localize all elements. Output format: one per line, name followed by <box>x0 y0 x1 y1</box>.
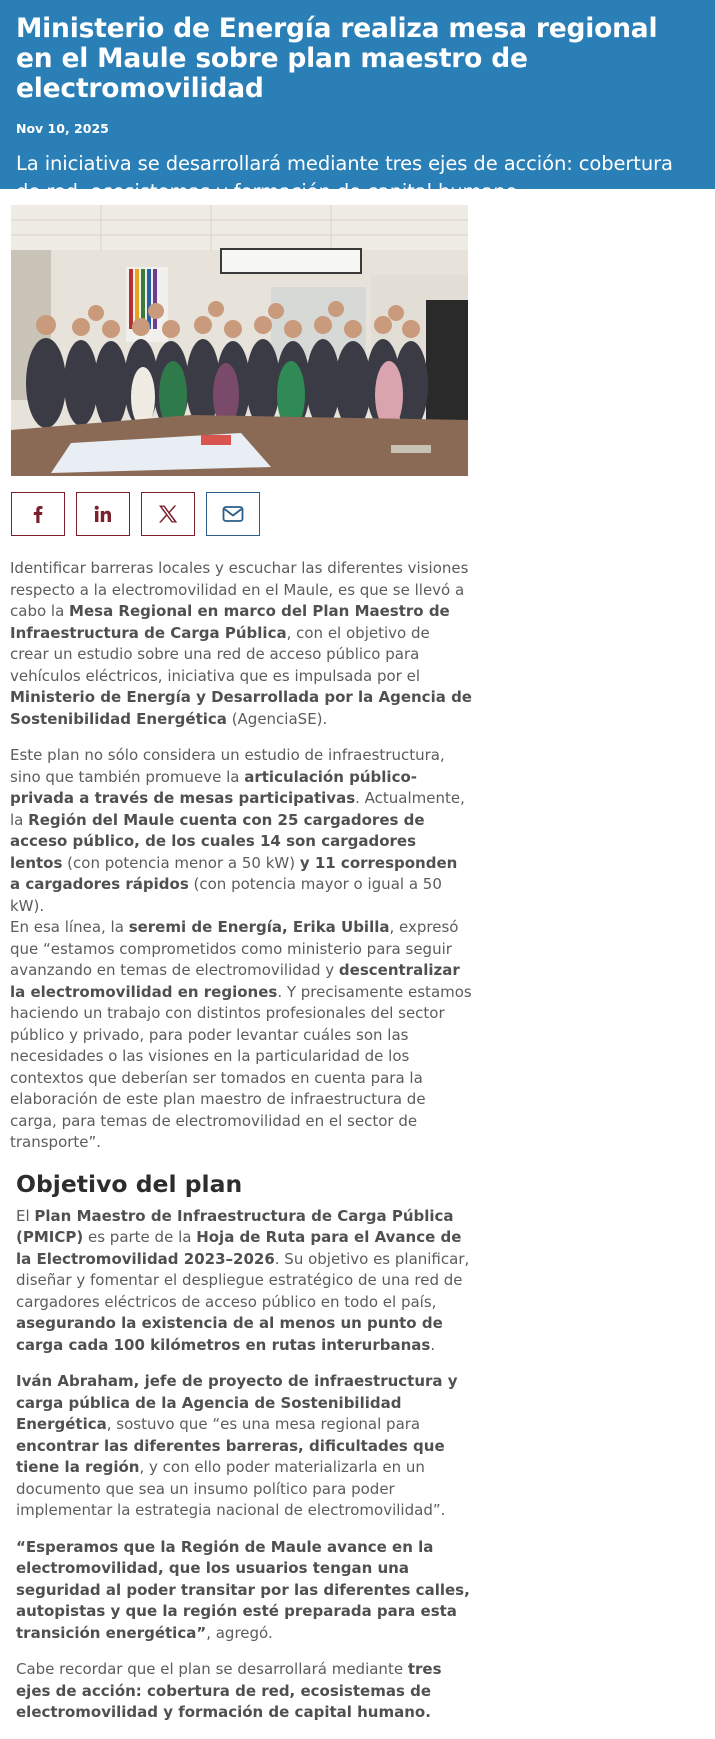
text: (AgenciaSE). <box>226 709 328 728</box>
share-bar <box>11 492 260 536</box>
bold-text: articulación público-privada a través de mesas participativas <box>10 767 417 807</box>
article-header <box>0 0 715 203</box>
section-heading: Objetivo del plan <box>16 1169 243 1198</box>
text: Identificar barreras locales y escuchar las diferentes visiones respecto a la electromovilidad en el Maule, es que se llevó a cabo la <box>10 559 469 620</box>
article-photo <box>11 205 468 476</box>
bold-text: Región del Maule cuenta con 25 cargadores de acceso público, de los cuales 14 son cargadores lentos <box>10 810 425 872</box>
text: . Su objetivo es planificar, diseñar y fomentar el despliegue estratégico de una red de cargadores eléctricos de acceso público en todo el país, <box>16 1249 470 1311</box>
paragraph-seremi-quote <box>10 917 472 1154</box>
bold-text: Iván Abraham, jefe de proyecto de infraestructura y carga pública de la Agencia de Sostenibilidad Energética <box>16 1372 458 1433</box>
text: , agregó. <box>206 1623 273 1642</box>
text: Este plan no sólo considera un estudio de infraestructura, sino que también promueve la <box>10 746 445 786</box>
mail-icon <box>222 505 244 523</box>
text: , con el objetivo de crear un estudio sobre una red de acceso público para vehículos eléctricos, iniciativa que es impulsada por el <box>10 623 430 685</box>
text: , y con ello poder materializarla en un documento que sea un insumo político para poder implementar la estrategia nacional de electromovilidad”. <box>16 1458 446 1519</box>
text: (con potencia menor a 50 kW) <box>62 853 300 872</box>
article-subtitle: La iniciativa se desarrollará mediante tres ejes de acción: cobertura de red, ecosistemas y formación de capital humano. <box>16 152 673 203</box>
bold-text: Hoja de Ruta para el Avance de la Electromovilidad 2023–2026 <box>16 1228 462 1268</box>
objective-section <box>10 1206 472 1724</box>
text: , expresó que “estamos comprometidos como ministerio para seguir avanzando en temas de electromovilidad y <box>10 918 459 979</box>
paragraph-quote <box>16 1537 472 1645</box>
paragraph-closing <box>16 1659 472 1724</box>
bold-text: tres ejes de acción: cobertura de red, ecosistemas de electromovilidad y formación de capital humano. <box>16 1660 442 1721</box>
bold-text: Ministerio de Energía y Desarrollada por la Agencia de Sostenibilidad Energética <box>10 688 472 728</box>
paragraph-objective <box>16 1206 472 1357</box>
article-date: Nov 10, 2025 <box>16 121 109 136</box>
text: (con potencia mayor o igual a 50 kW). <box>10 875 442 915</box>
bold-text: y 11 corresponden a cargadores rápidos <box>10 853 458 893</box>
paragraph-intro <box>10 558 472 730</box>
share-facebook-button[interactable] <box>11 492 65 536</box>
bold-text: seremi de Energía, Erika Ubilla <box>128 918 390 936</box>
linkedin-icon <box>93 504 113 524</box>
bold-text: “Esperamos que la Región de Maule avance en la electromovilidad, que los usuarios tengan una seguridad al poder transitar por las diferentes calles, autopistas y que la región esté preparada para esta transición energética” <box>16 1537 470 1642</box>
paragraph-abraham <box>16 1371 472 1522</box>
bold-text: descentralizar la electromovilidad en regiones <box>10 961 460 1001</box>
text: es parte de la <box>83 1228 197 1246</box>
share-linkedin-button[interactable] <box>76 492 130 536</box>
bold-text: Plan Maestro de Infraestructura de Carga Pública (PMICP) <box>16 1206 454 1246</box>
bold-text: asegurando la existencia de al menos un punto de carga cada 100 kilómetros en rutas interurbanas <box>16 1314 443 1354</box>
share-email-button[interactable] <box>206 492 260 536</box>
article-title: Ministerio de Energía realiza mesa regional en el Maule sobre plan maestro de electromovilidad <box>16 13 658 104</box>
facebook-icon <box>28 504 48 524</box>
text: El <box>16 1206 35 1225</box>
bold-text: encontrar las diferentes barreras, dificultades que tiene la región <box>16 1436 445 1476</box>
bold-text: Mesa Regional en marco del Plan Maestro de Infraestructura de Carga Pública <box>10 602 450 642</box>
text: . Y precisamente estamos haciendo un trabajo con distintos profesionales del sector público y privado, para poder levantar cuáles son las necesidades o las visiones en la particularidad de los contextos que deberían ser tomados en cuenta para la elaboración de este plan maestro de infraestructura de carga, para temas de electromovilidad en el sector de transporte”. <box>10 982 472 1151</box>
text: Cabe recordar que el plan se desarrollará mediante <box>16 1660 408 1678</box>
article-body <box>10 558 472 1739</box>
text: En esa línea, la <box>10 918 129 936</box>
x-icon <box>157 504 179 524</box>
text: . <box>430 1335 436 1354</box>
paragraph-plan <box>10 745 472 917</box>
text: , sostuvo que “es una mesa regional para <box>106 1415 421 1433</box>
share-x-button[interactable] <box>141 492 195 536</box>
text: . Actualmente, la <box>10 789 465 829</box>
